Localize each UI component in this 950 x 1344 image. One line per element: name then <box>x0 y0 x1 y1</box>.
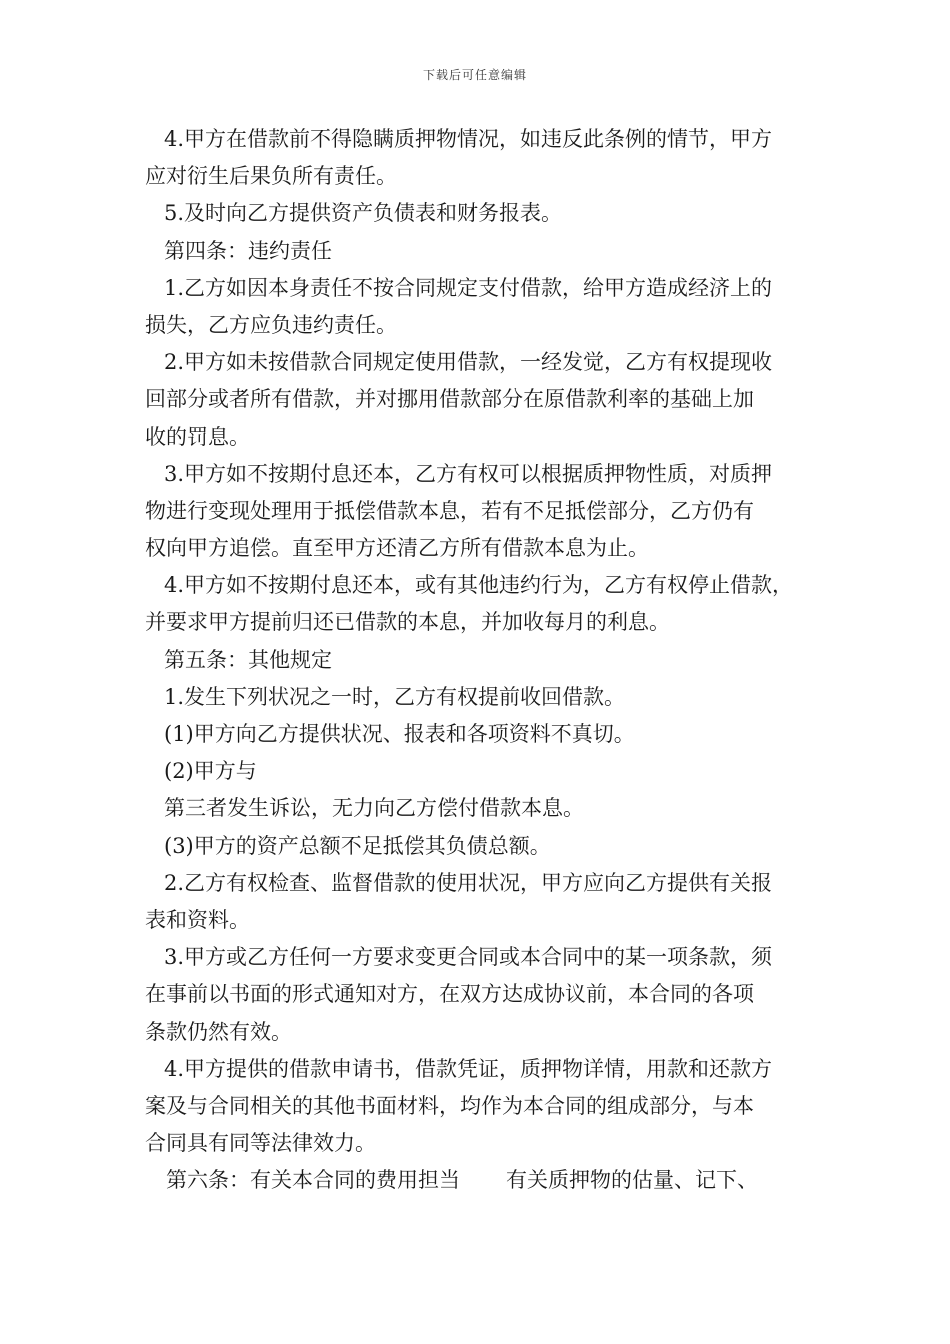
text-line: 应对衍生后果负所有责任。 <box>145 164 397 189</box>
text-line: 第三者发生诉讼，无力向乙方偿付借款本息。 <box>164 796 584 821</box>
text-line: 4.甲方在借款前不得隐瞒质押物情况，如违反此条例的情节，甲方 <box>164 127 773 151</box>
text-line: 第四条：违约责任 <box>164 238 332 263</box>
text-line: 4.甲方提供的借款申请书，借款凭证，质押物详情，用款和还款方 <box>164 1056 773 1081</box>
text-line: 3.甲方或乙方任何一方要求变更合同或本合同中的某一项条款，须 <box>164 945 773 970</box>
text-line: 合同具有同等法律效力。 <box>145 1131 376 1156</box>
text-line: 表和资料。 <box>145 907 250 932</box>
text-line: 5.及时向乙方提供资产负债表和财务报表。 <box>164 201 563 226</box>
text-line-last <box>145 1162 815 1199</box>
text-line: 条款仍然有效。 <box>145 1019 292 1044</box>
text-line: 收的罚息。 <box>145 424 250 449</box>
text-line: 3.甲方如不按期付息还本，乙方有权可以根据质押物性质，对质押 <box>164 461 773 486</box>
text-line: (1)甲方向乙方提供状况、报表和各项资料不真切。 <box>164 722 635 746</box>
document-body <box>145 121 815 1199</box>
text-line: 1.乙方如因本身责任不按合同规定支付借款，给甲方造成经济上的 <box>164 275 773 300</box>
text-line: 2.甲方如未按借款合同规定使用借款，一经发觉，乙方有权提现收 <box>164 350 773 375</box>
text-line: 1.发生下列状况之一时，乙方有权提前收回借款。 <box>164 684 626 709</box>
text-line: 2.乙方有权检查、监督借款的使用状况，甲方应向乙方提供有关报 <box>164 870 773 895</box>
text-line: (2)甲方与 <box>164 759 257 784</box>
text-line: 第五条：其他规定 <box>164 647 332 672</box>
article-six-heading: 第六条：有关本合同的费用担当 <box>166 1168 460 1193</box>
text-line: 4.甲方如不按期付息还本，或有其他违约行为，乙方有权停止借款， <box>164 573 794 598</box>
text-line: 并要求甲方提前归还已借款的本息，并加收每月的利息。 <box>145 610 670 635</box>
text-line: 损失，乙方应负违约责任。 <box>145 312 397 337</box>
text-line: 案及与合同相关的其他书面材料，均作为本合同的组成部分，与本 <box>145 1093 754 1118</box>
text-line: 回部分或者所有借款，并对挪用借款部分在原借款利率的基础上加 <box>145 387 754 412</box>
text-line: 在事前以书面的形式通知对方，在双方达成协议前，本合同的各项 <box>145 982 754 1007</box>
page-header: 下载后可任意编辑 <box>422 68 527 82</box>
text-line: 物进行变现处理用于抵偿借款本息，若有不足抵偿部分，乙方仍有 <box>145 498 754 523</box>
text-line: (3)甲方的资产总额不足抵偿其负债总额。 <box>164 833 551 858</box>
article-six-text: 有关质押物的估量、记下、 <box>506 1168 758 1193</box>
text-line: 权向甲方追偿。直至甲方还清乙方所有借款本息为止。 <box>145 536 649 561</box>
